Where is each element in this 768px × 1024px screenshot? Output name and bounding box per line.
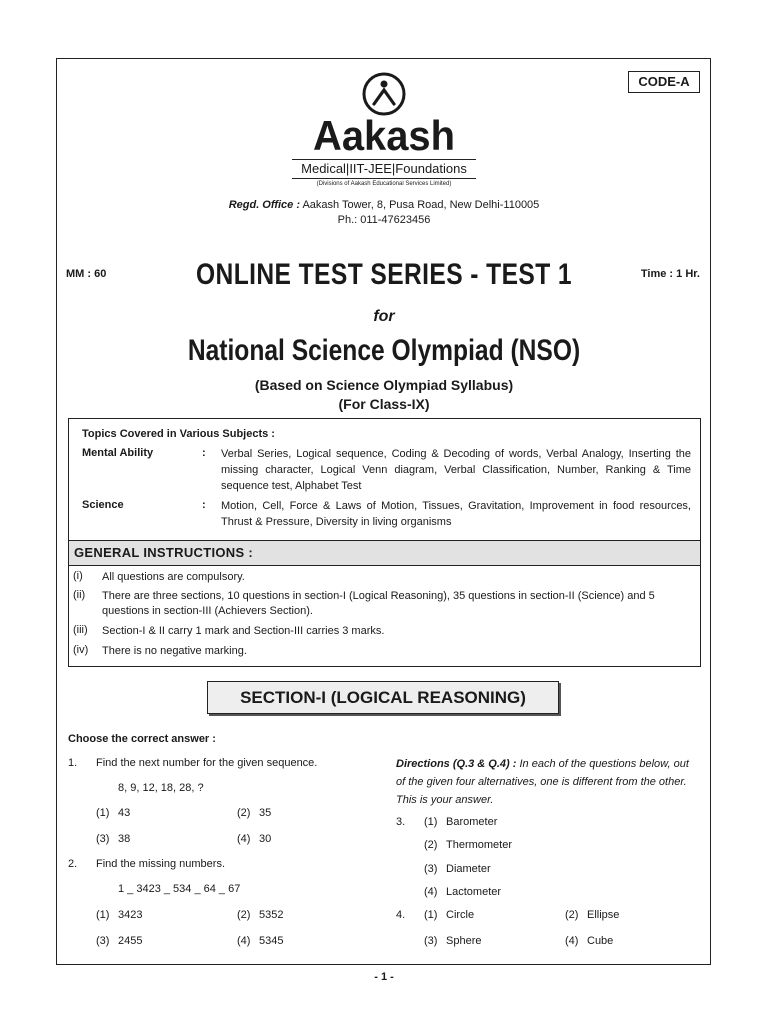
code-badge: CODE-A [628,71,700,93]
general-instructions-title: GENERAL INSTRUCTIONS : [74,545,253,560]
option-number: (4) [237,833,251,845]
instruction-text: There is no negative marking. [102,645,247,657]
question-sequence: 1 _ 3423 _ 534 _ 64 _ 67 [118,883,241,895]
instruction-number: (iii) [73,624,88,636]
option-number: (1) [424,816,438,828]
option-number: (2) [237,909,251,921]
subject-colon: : [202,447,206,459]
option-number: (3) [96,935,110,947]
instruction-text: All questions are compulsory. [102,571,245,583]
option-value: Ellipse [587,909,620,921]
option-value: 2455 [118,935,143,947]
instruction-number: (iv) [73,644,89,656]
aakash-logo-icon [361,71,407,117]
subject-colon: : [202,499,206,511]
instruction-number: (i) [73,570,83,582]
subject-science: Science [82,499,124,511]
option-number: (4) [424,886,438,898]
option-value: Diameter [446,863,491,875]
option-value: Circle [446,909,475,921]
office-info [150,198,618,228]
option-number: (2) [424,839,438,851]
subject-science-topics: Motion, Cell, Force & Laws of Motion, Tissues, Gravitation, Improvement in food resources, Thrust & Pressure, Diversity in living organisms [221,500,691,528]
option-number: (3) [424,863,438,875]
exam-subtitle [150,376,618,414]
option-value: 43 [118,807,131,819]
directions-label: Directions (Q.3 & Q.4) : [396,758,517,770]
max-marks: MM : 60 [66,268,107,280]
instruction-text: There are three sections, 10 questions in section-I (Logical Reasoning), 35 questions in section-II (Science) and 5 questions in section-III (Achievers Section). [102,590,655,617]
question-text: Find the next number for the given sequence. [96,757,318,769]
for-label: for [373,308,395,325]
syllabus-note: (Based on Science Olympiad Syllabus) [254,377,514,393]
option-number: (2) [565,909,579,921]
brand-tagline-box [292,159,476,179]
test-title: ONLINE TEST SERIES - TEST 1 [195,258,573,291]
question-number: 4. [396,909,406,921]
instruction-text: Section-I & II carry 1 mark and Section-III carries 3 marks. [102,625,385,637]
option-value: Thermometer [446,839,513,851]
directions [396,755,701,809]
time-limit: Time : 1 Hr. [640,268,700,280]
option-value: Sphere [446,935,482,947]
option-value: Lactometer [446,886,502,898]
option-number: (1) [96,807,110,819]
choose-answer-label: Choose the correct answer : [68,733,216,745]
option-value: 35 [259,807,272,819]
option-value: Barometer [446,816,498,828]
option-number: (4) [237,935,251,947]
question-number: 1. [68,757,78,769]
office-address: Aakash Tower, 8, Pusa Road, New Delhi-110005 [302,199,540,211]
option-value: 5345 [259,935,284,947]
topics-heading: Topics Covered in Various Subjects : [82,428,275,440]
option-value: 30 [259,833,272,845]
option-number: (2) [237,807,251,819]
brand-tagline: Medical|IIT-JEE|Foundations [301,161,467,176]
brand-division: (Divisions of Aakash Educational Services Limited) [316,181,452,187]
option-value: 3423 [118,909,143,921]
subject-mental-ability-topics: Verbal Series, Logical sequence, Coding & Decoding of words, Verbal Analogy, Inserting the missing character, Logical Venn diagram, Verbal Classification, Number, Ranking & Time sequence test, Alphabet Test [221,448,691,492]
question-number: 2. [68,858,78,870]
option-value: Cube [587,935,614,947]
office-label: Regd. Office : [228,199,300,211]
question-text: Find the missing numbers. [96,858,225,870]
option-value: 5352 [259,909,284,921]
section-heading: SECTION-I (LOGICAL REASONING) [207,681,559,714]
option-number: (3) [424,935,438,947]
instruction-number: (ii) [73,589,86,601]
question-number: 3. [396,816,406,828]
brand-name: Aakash [313,112,455,159]
class-note: (For Class-IX) [338,396,430,412]
option-value: 38 [118,833,131,845]
question-sequence: 8, 9, 12, 18, 28, ? [118,782,204,794]
option-number: (1) [424,909,438,921]
option-number: (4) [565,935,579,947]
subject-mental-ability: Mental Ability [82,447,154,459]
directions-text: In each of the questions below, out of the given four alternatives, one is different from the other. This is your answer. [396,758,689,806]
office-phone: Ph.: 011-47623456 [337,214,431,226]
option-number: (1) [96,909,110,921]
page-number: - 1 - [374,971,394,983]
exam-title: National Science Olympiad (NSO) [187,334,581,367]
option-number: (3) [96,833,110,845]
